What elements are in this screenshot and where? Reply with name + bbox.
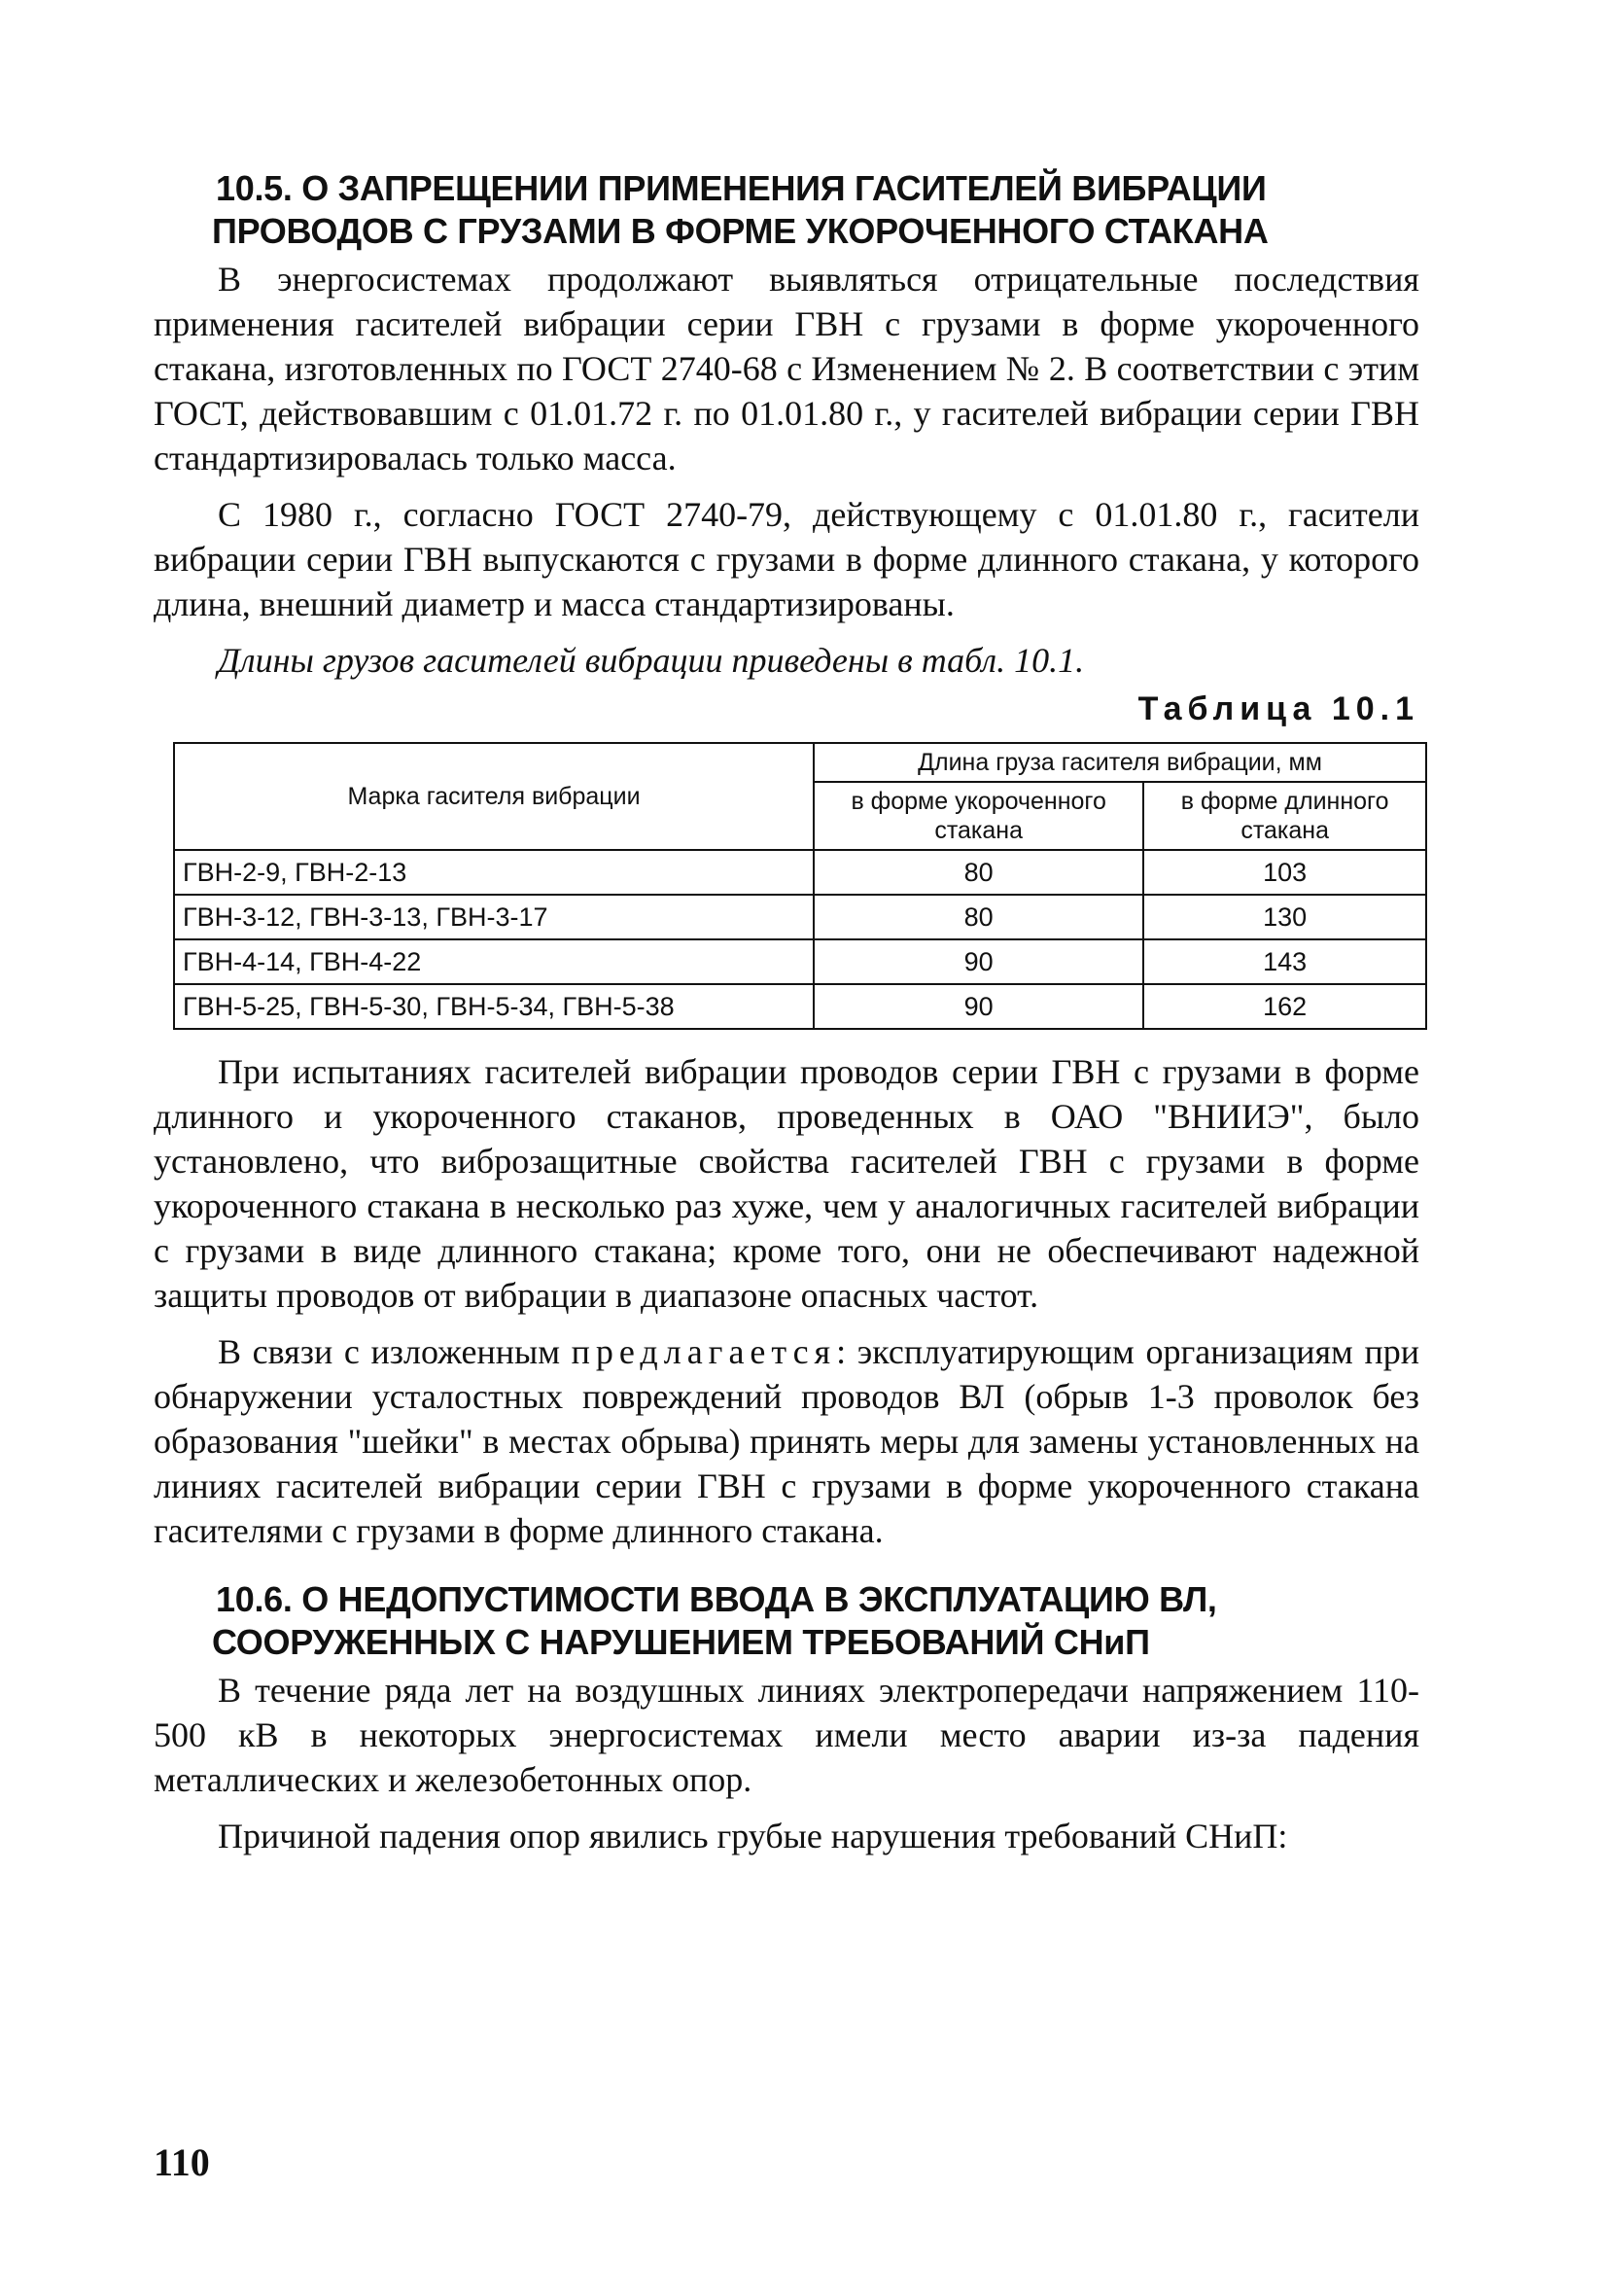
- table-reference-paragraph: Длины грузов гасителей вибрации приведены в табл. 10.1.: [218, 641, 1085, 680]
- header-short-cup: в форме укороченного стакана: [814, 782, 1143, 850]
- header-long-cup: в форме длинного стакана: [1143, 782, 1426, 850]
- cell-short: 90: [814, 939, 1143, 984]
- paragraph: В течение ряда лет на воздушных линиях электропередачи напряжением 110-500 кВ в некоторых энергосистемах имели место аварии из-за падения металлических и железобетонных опор.: [154, 1671, 1419, 1799]
- cell-long: 143: [1143, 939, 1426, 984]
- paragraph: Причиной падения опор явились грубые нарушения требований СНиП:: [218, 1817, 1288, 1855]
- section-10-6: [154, 1578, 1419, 1858]
- proposal-intro: В связи с изложенным: [218, 1332, 560, 1371]
- section-title-10-5: [154, 167, 1419, 253]
- cell-long: 103: [1143, 850, 1426, 895]
- table-row: [174, 895, 1426, 939]
- proposal-keyword: предлагается: [571, 1332, 837, 1371]
- cell-short: 80: [814, 850, 1143, 895]
- table-row: [174, 984, 1426, 1029]
- section-title-10-6: [154, 1578, 1419, 1664]
- table-row: [174, 850, 1426, 895]
- cell-long: 130: [1143, 895, 1426, 939]
- section-title-line: 10.5. О ЗАПРЕЩЕНИИ ПРИМЕНЕНИЯ ГАСИТЕЛЕЙ ВИБРАЦИИ: [216, 168, 1267, 208]
- paragraph: При испытаниях гасителей вибрации проводов серии ГВН с грузами в форме длинного и укороченного стаканов, проведенных в ОАО "ВНИИЭ", было установлено, что виброзащитные свойства гасителей ГВН с грузами в форме укороченного стакана в несколько раз хуже, чем у аналогичных гасителей вибрации с грузами в виде длинного стакана; кроме того, они не обеспечивают надежной защиты проводов от вибрации в диапазоне опасных частот.: [154, 1052, 1419, 1315]
- cell-long: 162: [1143, 984, 1426, 1029]
- table-header-row: [174, 743, 1426, 782]
- cell-short: 80: [814, 895, 1143, 939]
- proposal-paragraph: [154, 1329, 1419, 1553]
- table-row: [174, 939, 1426, 984]
- section-title-line: ПРОВОДОВ С ГРУЗАМИ В ФОРМЕ УКОРОЧЕННОГО СТАКАНА: [212, 211, 1269, 251]
- cell-mark: ГВН-2-9, ГВН-2-13: [174, 850, 814, 895]
- header-mark: Марка гасителя вибрации: [174, 743, 814, 850]
- paragraph: С 1980 г., согласно ГОСТ 2740-79, действующему с 01.01.80 г., гасители вибрации серии ГВН выпускаются с грузами в форме длинного стакана, у которого длина, внешний диаметр и масса стандартизированы.: [154, 495, 1419, 623]
- paragraph: В энергосистемах продолжают выявляться отрицательные последствия применения гасителей вибрации серии ГВН с грузами в форме укороченного стакана, изготовленных по ГОСТ 2740-68 с Изменением № 2. В соответствии с этим ГОСТ, действовавшим с 01.01.72 г. по 01.01.80 г., у гасителей вибрации серии ГВН стандартизировалась только масса.: [154, 260, 1419, 477]
- cell-mark: ГВН-4-14, ГВН-4-22: [174, 939, 814, 984]
- gvn-lengths-table: [173, 742, 1427, 1030]
- page-number: 110: [154, 2140, 210, 2184]
- cell-short: 90: [814, 984, 1143, 1029]
- cell-mark: ГВН-5-25, ГВН-5-30, ГВН-5-34, ГВН-5-38: [174, 984, 814, 1029]
- cell-mark: ГВН-3-12, ГВН-3-13, ГВН-3-17: [174, 895, 814, 939]
- page-content: [154, 167, 1419, 1870]
- section-title-line: 10.6. О НЕДОПУСТИМОСТИ ВВОДА В ЭКСПЛУАТАЦИЮ ВЛ,: [216, 1579, 1217, 1619]
- section-title-line: СООРУЖЕННЫХ С НАРУШЕНИЕМ ТРЕБОВАНИЙ СНиП: [212, 1622, 1150, 1662]
- header-length: Длина груза гасителя вибрации, мм: [814, 743, 1426, 782]
- table-caption: Таблица 10.1: [1137, 690, 1419, 727]
- proposal-body: : эксплуатирующим организациям при обнаружении усталостных повреждений проводов ВЛ (обрыв 1-3 проволок без образования "шейки" в местах обрыва) принять меры для замены установленных на линиях гасителей вибрации серии ГВН с грузами в форме укороченного стакана гасителями с грузами в форме длинного стакана.: [154, 1332, 1420, 1550]
